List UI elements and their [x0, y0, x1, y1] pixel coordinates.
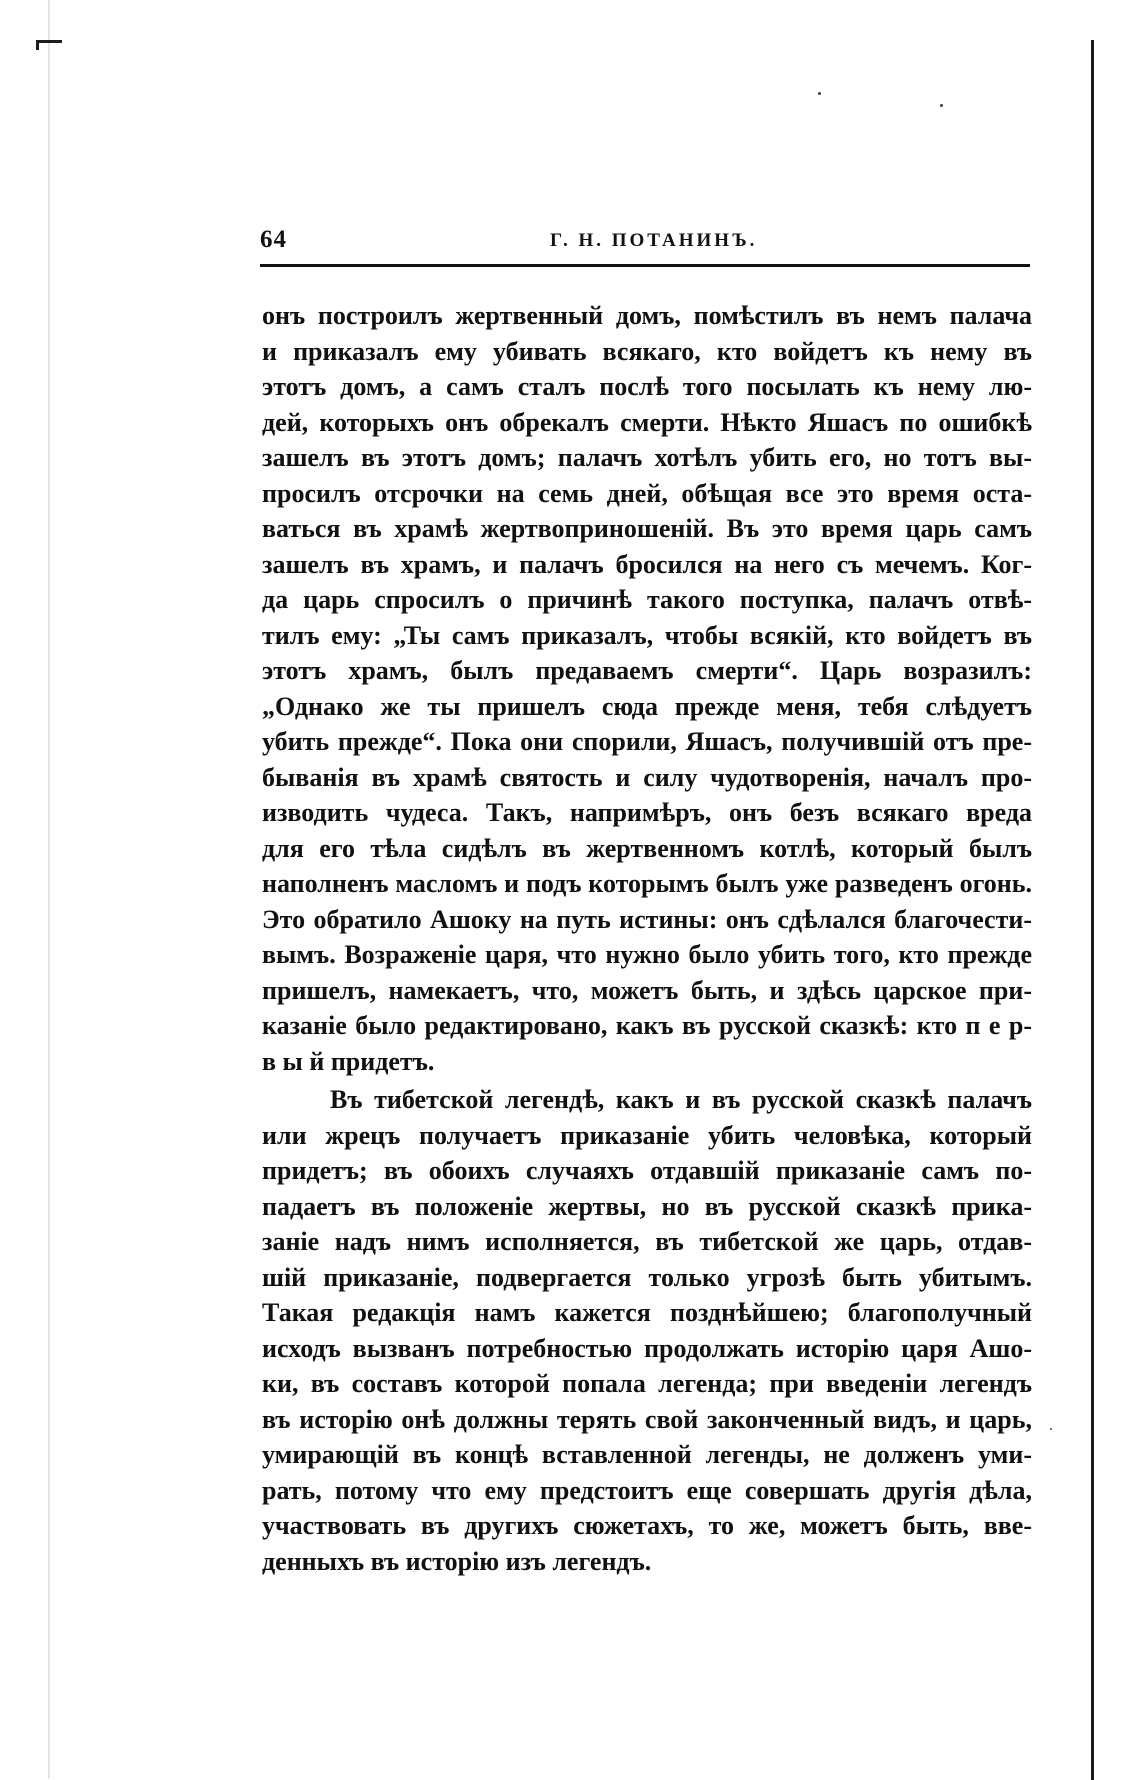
text-line: да царь спросилъ о причинѣ такого поступка, палачъ отвѣ- [262, 585, 1032, 614]
text-line: убить прежде“. Пока они спорили, Яшасъ, получившій отъ пре- [262, 727, 1032, 756]
text-line: и приказалъ ему убивать всякаго, кто войдетъ къ нему въ [262, 336, 1032, 366]
text-line: наполненъ масломъ и подъ которымъ былъ уже разведенъ огонь. [262, 869, 1032, 898]
text-line: ваться въ храмѣ жертвоприношеній. Въ это время царь самъ [262, 514, 1032, 543]
paragraph-2 [262, 1082, 1032, 1579]
text-line: „Однако же ты пришелъ сюда прежде меня, тебя слѣдуетъ [262, 691, 1032, 721]
body-text [262, 298, 1032, 1579]
text-line: вымъ. Возраженіе царя, что нужно было убить того, кто прежде [262, 940, 1032, 969]
text-line: казаніе было редактировано, какъ въ русской сказкѣ: кто п е р- [262, 1011, 1032, 1040]
text-line: участвовать въ другихъ сюжетахъ, то же, можетъ быть, вве- [262, 1511, 1032, 1540]
text-line: Такая редакція намъ кажется позднѣйшею; благополучный [262, 1298, 1032, 1327]
text-line: денныхъ въ исторію изъ легендъ. [262, 1546, 652, 1576]
text-line: или жрецъ получаетъ приказаніе убить человѣка, который [262, 1120, 1032, 1150]
text-line: изводить чудеса. Такъ, напримѣръ, онъ безъ всякаго вреда [262, 798, 1032, 827]
scan-right-edge [1091, 40, 1094, 1780]
text-line: заніе надъ нимъ исполняется, въ тибетской же царь, отдав- [262, 1227, 1032, 1256]
text-line: просилъ отсрочки на семь дней, обѣщая все это время оста- [262, 478, 1032, 508]
scan-corner-mark [36, 40, 62, 43]
text-line: пришелъ, намекаетъ, что, можетъ быть, и здѣсь царское при- [262, 975, 1032, 1005]
scan-speck [940, 104, 943, 107]
scan-speck [1050, 1428, 1052, 1430]
text-line: тилъ ему: „Ты самъ приказалъ, чтобы всякій, кто войдетъ въ [262, 620, 1032, 650]
text-line: придетъ; въ обоихъ случаяхъ отдавшій приказаніе самъ по- [262, 1156, 1032, 1185]
text-line: въ исторію онѣ должны терять свой законченный видъ, и царь, [262, 1404, 1032, 1434]
text-line: ки, въ составъ которой попала легенда; при введеніи легендъ [262, 1369, 1032, 1398]
text-line: Въ тибетской легендѣ, какъ и въ русской сказкѣ палачъ [330, 1085, 1032, 1114]
page-number: 64 [260, 226, 287, 253]
text-line: этотъ храмъ, былъ предаваемъ смерти“. Царь возразилъ: [262, 656, 1032, 685]
paragraph-1 [262, 298, 1032, 1079]
scan-left-edge [48, 0, 50, 1779]
text-line: шій приказаніе, подвергается только угрозѣ быть убитымъ. [262, 1262, 1032, 1292]
text-line: для его тѣла сидѣлъ въ жертвенномъ котлѣ, который былъ [262, 833, 1032, 863]
text-line: умирающій въ концѣ вставленной легенды, не долженъ уми- [262, 1440, 1032, 1469]
text-line: онъ построилъ жертвенный домъ, помѣстилъ въ немъ палача [262, 301, 1032, 330]
text-line: в ы й придетъ. [262, 1046, 435, 1076]
text-line: зашелъ въ храмъ, и палачъ бросился на него съ мечемъ. Ког- [262, 549, 1032, 579]
text-line: этотъ домъ, а самъ сталъ послѣ того посылать къ нему лю- [262, 372, 1032, 401]
running-head: Г. Н. ПОТАНИНЪ. [550, 230, 758, 251]
text-line: исходъ вызванъ потребностью продолжать исторію царя Ашо- [262, 1333, 1032, 1363]
text-line: зашелъ въ этотъ домъ; палачъ хотѣлъ убить его, но тотъ вы- [262, 443, 1032, 472]
text-line: падаетъ въ положеніе жертвы, но въ русской сказкѣ прика- [262, 1191, 1032, 1221]
text-line: рать, потому что ему предстоитъ еще совершать другія дѣла, [262, 1475, 1032, 1505]
text-line: дей, которыхъ онъ обрекалъ смерти. Нѣкто Яшасъ по ошибкѣ [262, 407, 1032, 437]
scan-speck [818, 92, 821, 95]
text-line: Это обратило Ашоку на путь истины: онъ сдѣлался благочести- [262, 904, 1032, 934]
page-header [260, 226, 1030, 267]
text-line: быванія въ храмѣ святость и силу чудотворенія, началъ про- [262, 762, 1032, 792]
